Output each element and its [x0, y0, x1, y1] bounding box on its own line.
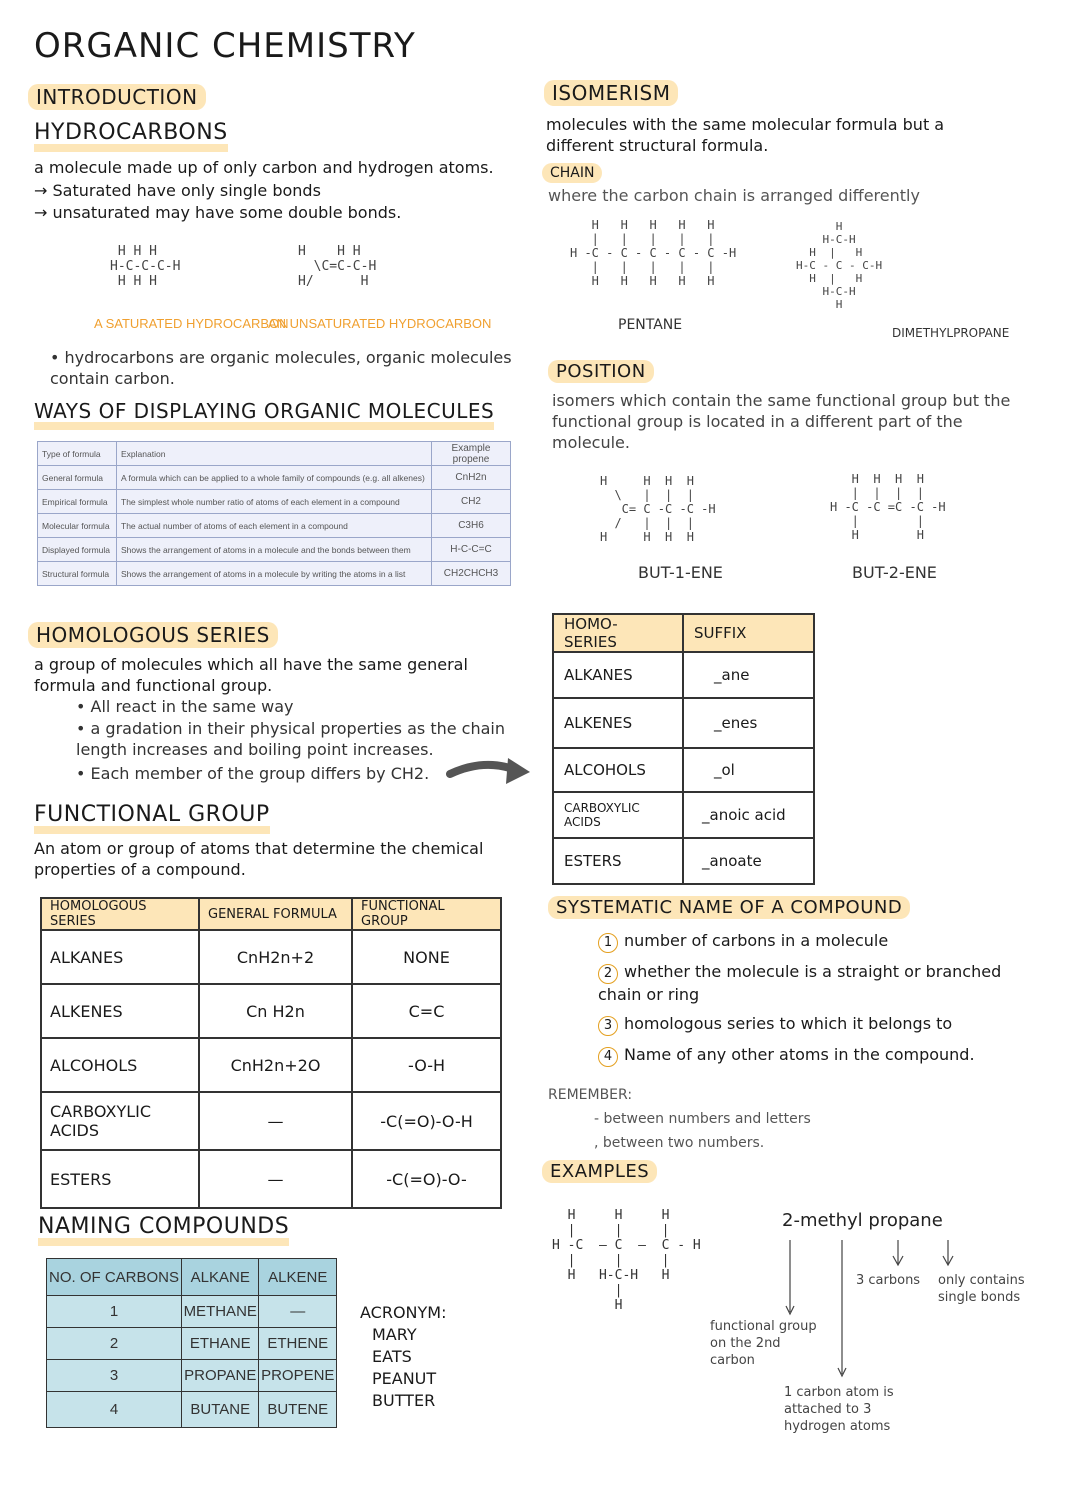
table-cell: _anoate	[683, 838, 814, 884]
table-cell: Shows the arrangement of atoms in a molecule and the bonds between them	[117, 538, 432, 562]
table-cell: METHANE	[182, 1296, 259, 1328]
table-row	[41, 1092, 501, 1150]
acronym-label: ACRONYM:	[360, 1303, 447, 1322]
position-label: POSITION	[548, 360, 654, 383]
table-row	[553, 748, 814, 792]
table-cell: Shows the arrangement of atoms in a molecule by writing the atoms in a list	[117, 562, 432, 586]
table-cell: ALKENES	[553, 698, 683, 748]
formula-table	[37, 441, 511, 586]
position-text: isomers which contain the same functional group but the functional group is located in a different part of the molecule.	[552, 391, 1011, 452]
isomerism-heading: ISOMERISM	[544, 80, 678, 106]
table-cell: PROPENE	[259, 1360, 337, 1392]
table-cell: ESTERS	[553, 838, 683, 884]
table-row	[38, 442, 511, 466]
table-cell: CH2	[432, 490, 511, 514]
homologous-definition: a group of molecules which all have the same general formula and functional group.	[34, 655, 468, 695]
table-cell: 3	[47, 1360, 182, 1392]
dimethylpropane-label: DIMETHYLPROPANE	[892, 326, 1010, 340]
step-text: Name of any other atoms in the compound.	[624, 1045, 975, 1064]
table-cell: H-C-C=C	[432, 538, 511, 562]
table-row	[47, 1259, 337, 1296]
table-cell: _enes	[683, 698, 814, 748]
table-cell: CARBOXYLIC ACIDS	[41, 1092, 199, 1150]
example-name: 2-methyl propane	[782, 1210, 943, 1231]
step-text: whether the molecule is a straight or branched chain or ring	[598, 962, 1002, 1004]
list-item	[598, 961, 1038, 1005]
table-row	[553, 652, 814, 698]
unsaturated-structure: H H H \C=C-C-H H/ H	[298, 244, 377, 289]
step-text: number of carbons in a molecule	[624, 931, 889, 950]
table-header-cell: NO. OF CARBONS	[47, 1259, 182, 1296]
annotation-single-bonds: only contains single bonds	[938, 1273, 1025, 1305]
acronym-block	[360, 1302, 446, 1412]
table-row	[553, 838, 814, 884]
homologous-bullet-1: • All react in the same way	[76, 697, 294, 716]
ways-heading: WAYS OF DISPLAYING ORGANIC MOLECULES	[34, 400, 494, 430]
table-row	[41, 898, 501, 930]
step-number: 2	[598, 964, 618, 984]
unsaturated-bullet: → unsaturated may have some double bonds.	[34, 203, 402, 222]
pentane-structure: H H H H H | | | | | H -C - C - C - C - C -H | | | | | H H H H H	[570, 218, 737, 288]
table-cell: CH2CHCH3	[432, 562, 511, 586]
suffix-table	[552, 613, 815, 885]
methylpropane-structure: H H H | | | H -C — C — C - H | | | H H-C-H H | H	[552, 1208, 701, 1313]
table-cell: ALKANES	[553, 652, 683, 698]
list-item	[598, 1044, 1038, 1067]
table-cell: The simplest whole number ratio of atoms of each element in a compound	[117, 490, 432, 514]
table-cell: CARBOXYLIC ACIDS	[553, 792, 683, 838]
acronym-word: MARY	[372, 1325, 417, 1344]
table-row	[47, 1296, 337, 1328]
table-row	[38, 562, 511, 586]
table-cell: ETHANE	[182, 1328, 259, 1360]
table-cell: C3H6	[432, 514, 511, 538]
table-cell: PROPANE	[182, 1360, 259, 1392]
hydrocarbons-definition: a molecule made up of only carbon and hydrogen atoms.	[34, 158, 494, 177]
table-row	[47, 1328, 337, 1360]
table-cell: Empirical formula	[38, 490, 117, 514]
table-row	[47, 1360, 337, 1392]
chain-text: where the carbon chain is arranged differently	[548, 186, 920, 205]
table-cell: ALKENES	[41, 984, 199, 1038]
table-header-cell: Explanation	[117, 442, 432, 466]
table-cell: ALKANES	[41, 930, 199, 984]
table-row	[41, 984, 501, 1038]
table-cell: CnH2n+2	[199, 930, 352, 984]
remember-item: , between two numbers.	[594, 1135, 765, 1151]
hydrocarbons-heading: HYDROCARBONS	[34, 122, 228, 152]
annotation-functional-group: functional group on the 2nd carbon	[710, 1319, 817, 1368]
step-number: 4	[598, 1047, 618, 1067]
table-row	[38, 466, 511, 490]
table-cell: —	[199, 1150, 352, 1208]
table-cell: Displayed formula	[38, 538, 117, 562]
annotation-carbons: 3 carbons	[856, 1273, 921, 1288]
saturated-caption: A SATURATED HYDROCARBON	[94, 316, 289, 331]
dimethylpropane-structure: H H-C-H H | H H-C - C - C-H H | H H-C-H H	[796, 220, 883, 311]
table-row	[47, 1392, 337, 1428]
saturated-bullet: → Saturated have only single bonds	[34, 181, 321, 200]
table-cell: Structural formula	[38, 562, 117, 586]
table-cell: -O-H	[352, 1038, 501, 1092]
table-cell: CnH2n+2O	[199, 1038, 352, 1092]
functional-group-table	[40, 897, 502, 1209]
table-cell: The actual number of atoms of each element in a compound	[117, 514, 432, 538]
table-cell: ETHENE	[259, 1328, 337, 1360]
table-cell: _ol	[683, 748, 814, 792]
table-row	[41, 1150, 501, 1208]
table-row	[553, 614, 814, 652]
table-cell: BUTANE	[182, 1392, 259, 1428]
remember-item: - between numbers and letters	[594, 1111, 811, 1127]
isomerism-definition: molecules with the same molecular formula but a different structural formula.	[546, 115, 945, 155]
table-row	[38, 514, 511, 538]
but-2-ene-structure: H H H H | | | | H -C -C =C -C -H | | H H	[830, 472, 946, 542]
table-cell: -C(=O)-O-H	[352, 1092, 501, 1150]
saturated-structure: H H H H-C-C-C-H H H H	[110, 244, 181, 289]
table-header-cell: Example propene	[432, 442, 511, 466]
table-cell: C=C	[352, 984, 501, 1038]
table-header-cell: Type of formula	[38, 442, 117, 466]
table-cell: 2	[47, 1328, 182, 1360]
systematic-heading: SYSTEMATIC NAME OF A COMPOUND	[548, 896, 910, 919]
table-row	[41, 930, 501, 984]
table-header-cell: HOMO- SERIES	[553, 614, 683, 652]
table-cell: 4	[47, 1392, 182, 1428]
table-cell: ALCOHOLS	[41, 1038, 199, 1092]
functional-heading: FUNCTIONAL GROUP	[34, 804, 270, 834]
chain-label: CHAIN	[542, 163, 602, 183]
examples-label: EXAMPLES	[542, 1160, 657, 1183]
step-text: homologous series to which it belongs to	[624, 1014, 953, 1033]
arrow-right-icon	[444, 752, 534, 792]
table-row	[553, 792, 814, 838]
table-cell: Molecular formula	[38, 514, 117, 538]
table-header-cell: ALKENE	[259, 1259, 337, 1296]
table-cell: Cn H2n	[199, 984, 352, 1038]
remember-label: REMEMBER:	[548, 1087, 633, 1103]
table-header-cell: ALKANE	[182, 1259, 259, 1296]
table-cell: —	[199, 1092, 352, 1150]
unsaturated-caption: AN UNSATURATED HYDROCARBON	[268, 316, 492, 331]
hydrocarbons-note: • hydrocarbons are organic molecules, organic molecules contain carbon.	[50, 348, 512, 388]
list-item	[598, 1013, 1038, 1036]
table-header-cell: GENERAL FORMULA	[199, 898, 352, 930]
table-header-cell: HOMOLOGOUS SERIES	[41, 898, 199, 930]
table-cell: A formula which can be applied to a whole family of compounds (e.g. all alkenes)	[117, 466, 432, 490]
annotation-carbon-attached: 1 carbon atom is attached to 3 hydrogen atoms	[784, 1385, 894, 1434]
acronym-word: EATS	[372, 1347, 412, 1366]
acronym-word: PEANUT	[372, 1369, 437, 1388]
table-row	[41, 1038, 501, 1092]
table-row	[553, 698, 814, 748]
pentane-label: PENTANE	[618, 317, 683, 333]
table-cell: 1	[47, 1296, 182, 1328]
step-number: 1	[598, 933, 618, 953]
table-header-cell: FUNCTIONAL GROUP	[352, 898, 501, 930]
table-header-cell: SUFFIX	[683, 614, 814, 652]
but-2-ene-label: BUT-2-ENE	[852, 563, 937, 582]
naming-table	[46, 1258, 337, 1428]
homologous-bullet-3: • Each member of the group differs by CH2.	[76, 764, 430, 783]
table-row	[38, 538, 511, 562]
table-cell: General formula	[38, 466, 117, 490]
table-cell: —	[259, 1296, 337, 1328]
table-cell: _ane	[683, 652, 814, 698]
step-number: 3	[598, 1016, 618, 1036]
table-cell: NONE	[352, 930, 501, 984]
table-cell: -C(=O)-O-	[352, 1150, 501, 1208]
functional-definition: An atom or group of atoms that determine the chemical properties of a compound.	[34, 839, 484, 879]
table-cell: _anoic acid	[683, 792, 814, 838]
acronym-word: BUTTER	[372, 1391, 436, 1410]
but-1-ene-label: BUT-1-ENE	[638, 563, 723, 582]
homologous-bullet-2: • a gradation in their physical properties as the chain length increases and boiling point increases.	[76, 719, 505, 759]
page-title: ORGANIC CHEMISTRY	[34, 26, 416, 66]
table-cell: BUTENE	[259, 1392, 337, 1428]
table-cell: CnH2n	[432, 466, 511, 490]
introduction-heading: INTRODUCTION	[28, 84, 206, 110]
systematic-list	[598, 930, 1038, 1067]
list-item	[598, 930, 1038, 953]
but-1-ene-structure: H H H H \ | | | C= C -C -C -H / | | | H H H H	[600, 474, 716, 544]
homologous-heading: HOMOLOGOUS SERIES	[28, 622, 278, 648]
table-cell: ESTERS	[41, 1150, 199, 1208]
naming-heading: NAMING COMPOUNDS	[38, 1216, 289, 1246]
table-cell: ALCOHOLS	[553, 748, 683, 792]
table-row	[38, 490, 511, 514]
